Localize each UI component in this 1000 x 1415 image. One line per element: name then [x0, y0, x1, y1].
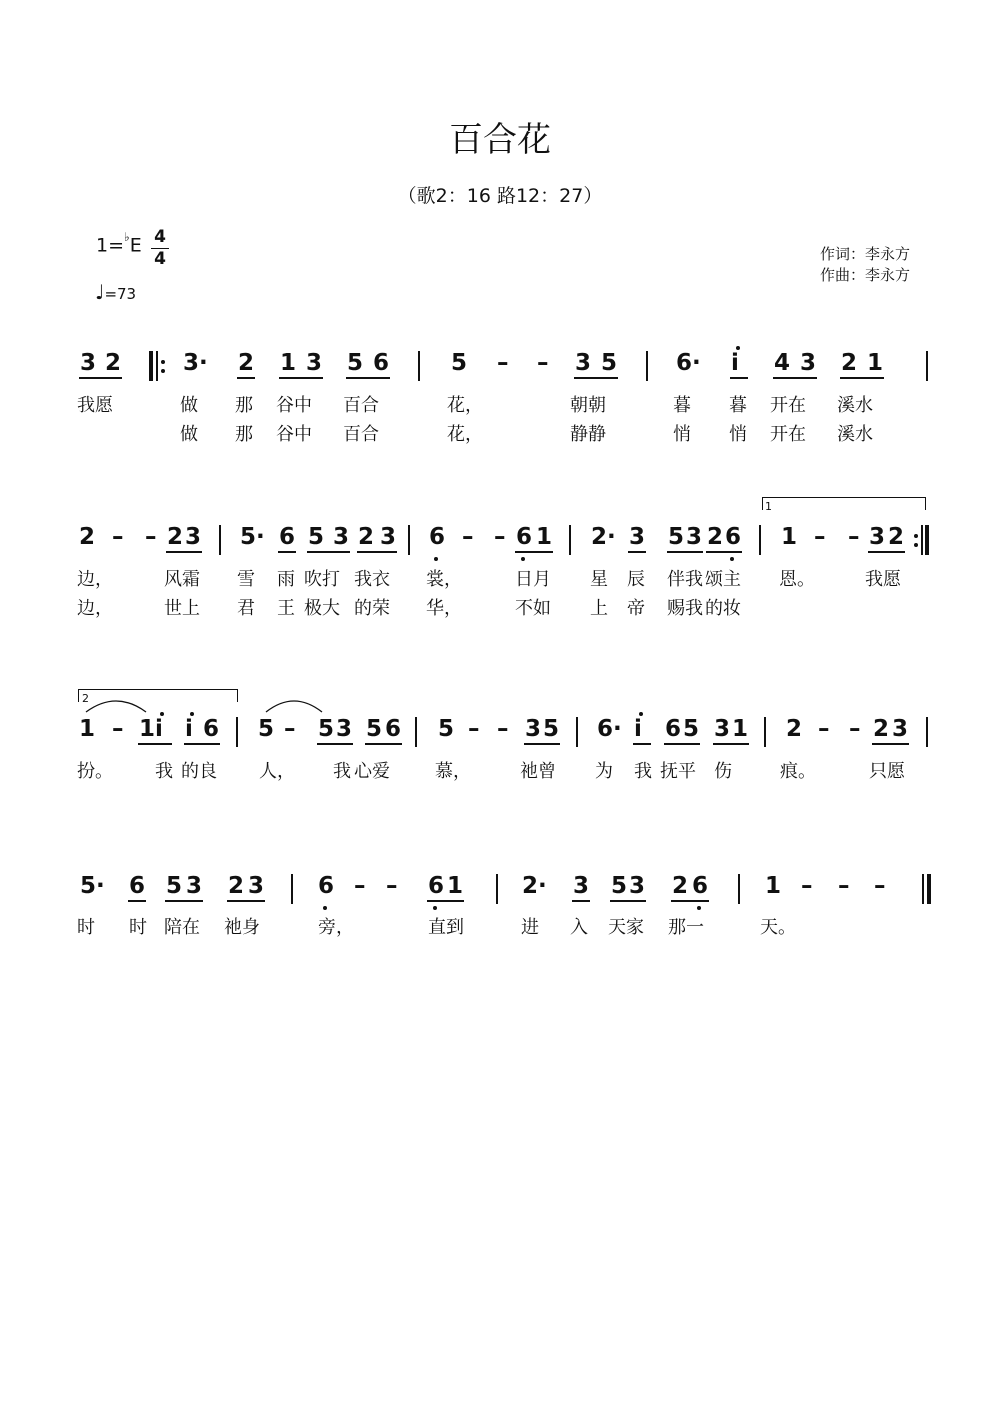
note: 6	[428, 873, 445, 899]
repeat-start-thick	[149, 351, 153, 381]
beam-underline	[279, 377, 323, 379]
note: 5·	[80, 873, 105, 899]
beam-underline	[237, 377, 255, 379]
lyric-verse1: 慕，	[435, 761, 471, 782]
lyric-verse1: 时	[77, 917, 95, 938]
note: –	[112, 524, 124, 550]
octave-dot	[323, 906, 327, 910]
beam-underline	[365, 743, 402, 745]
note: 3	[333, 524, 350, 550]
lyric-verse2: 帝	[627, 598, 645, 619]
note: 5	[166, 873, 183, 899]
beam-underline	[574, 377, 618, 379]
note: 5	[308, 524, 325, 550]
beam-underline	[730, 377, 748, 379]
beam-underline	[278, 551, 296, 553]
lyric-verse1: 我	[634, 761, 652, 782]
lyric-verse1: 裳，	[426, 569, 462, 590]
barline	[415, 717, 417, 747]
note: –	[849, 716, 861, 742]
note: 4	[774, 350, 791, 376]
beam-underline	[184, 743, 220, 745]
time-numerator: 4	[154, 227, 166, 247]
octave-dot	[190, 712, 194, 716]
volta-first-ending	[762, 497, 926, 510]
lyric-verse2: 王	[277, 598, 295, 619]
lyric-verse1: 人，	[259, 761, 295, 782]
lyric-verse1: 祂身	[224, 917, 260, 938]
beam-underline	[427, 900, 464, 902]
lyric-verse2: 悄	[673, 424, 691, 445]
note: 6	[373, 350, 390, 376]
note: 5	[438, 716, 455, 742]
barline	[569, 525, 571, 555]
note: 1	[781, 524, 798, 550]
beam-underline	[868, 551, 905, 553]
note: 5	[668, 524, 685, 550]
octave-dot	[434, 557, 438, 561]
octave-dot	[730, 557, 734, 561]
note: –	[874, 873, 886, 899]
note: 2·	[591, 524, 616, 550]
slur	[266, 701, 322, 712]
repeat-end-thick	[925, 525, 929, 555]
lyric-verse2: 花，	[447, 424, 483, 445]
volta-first-number: 1	[765, 500, 772, 513]
note: 5	[601, 350, 618, 376]
note: 1	[139, 716, 156, 742]
barline	[236, 717, 238, 747]
lyric-verse1: 花，	[447, 395, 483, 416]
barline	[418, 351, 420, 381]
lyric-verse1: 那一	[668, 917, 704, 938]
barline	[408, 525, 410, 555]
note: –	[838, 873, 850, 899]
lyric-verse1: 天。	[760, 917, 796, 938]
note: –	[462, 524, 474, 550]
beam-underline	[138, 743, 172, 745]
lyric-verse2: 悄	[729, 424, 747, 445]
volta-second-number: 2	[82, 692, 89, 705]
flat-sign: ♭	[124, 230, 130, 244]
note: 5	[611, 873, 628, 899]
note: 3	[686, 524, 703, 550]
slur	[86, 701, 146, 712]
lyric-verse1: 我愿	[865, 569, 901, 590]
beam-underline	[872, 743, 909, 745]
note: 3	[248, 873, 265, 899]
final-thick	[927, 874, 931, 904]
lyric-verse1: 星	[590, 569, 608, 590]
credits	[820, 244, 910, 286]
beam-underline	[346, 377, 390, 379]
note: 5	[451, 350, 468, 376]
beam-underline	[773, 377, 817, 379]
barline	[926, 351, 928, 381]
note: 5	[683, 716, 700, 742]
note: 2	[167, 524, 184, 550]
note: –	[801, 873, 813, 899]
note: 5·	[240, 524, 265, 550]
beam-underline	[572, 900, 590, 902]
lyric-verse1: 边，	[77, 569, 113, 590]
note: 1	[536, 524, 553, 550]
beam-underline	[166, 551, 202, 553]
note: 3	[525, 716, 542, 742]
beam-underline	[610, 900, 646, 902]
note: 6	[516, 524, 533, 550]
note: 2	[786, 716, 803, 742]
lyric-verse2: 世上	[164, 598, 200, 619]
octave-dot	[697, 906, 701, 910]
lyric-verse2: 上	[590, 598, 608, 619]
note: –	[497, 350, 509, 376]
repeat-end-thin	[921, 525, 923, 555]
lyric-verse1: 做	[180, 395, 198, 416]
beam-underline	[524, 743, 560, 745]
note: 3	[869, 524, 886, 550]
lyric-verse1: 我愿	[77, 395, 113, 416]
note: 3	[575, 350, 592, 376]
note: i	[634, 716, 642, 742]
lyric-verse2: 溪水	[837, 424, 873, 445]
lyric-verse1: 雨	[277, 569, 295, 590]
beam-underline	[671, 900, 709, 902]
lyric-verse1: 只愿	[869, 761, 905, 782]
lyric-verse2: 边，	[77, 598, 113, 619]
time-signature	[151, 228, 169, 269]
lyric-verse2: 开在	[770, 424, 806, 445]
lyric-verse1: 吹打	[304, 569, 340, 590]
note: 3	[380, 524, 397, 550]
note: i	[185, 716, 193, 742]
note: 2	[79, 524, 96, 550]
beam-underline	[628, 551, 646, 553]
lyricist: 作词：李永方	[820, 245, 911, 263]
lyric-verse1: 谷中	[276, 395, 312, 416]
note: 5	[366, 716, 383, 742]
lyric-verse2: 静静	[570, 424, 606, 445]
lyric-verse1: 我	[333, 761, 351, 782]
lyric-verse2: 百合	[343, 424, 379, 445]
beam-underline	[840, 377, 884, 379]
beam-underline	[128, 900, 146, 902]
beam-underline	[664, 743, 700, 745]
beam-underline	[317, 743, 353, 745]
barline	[496, 874, 498, 904]
octave-dot	[160, 712, 164, 716]
lyric-verse1: 颂主	[705, 569, 741, 590]
time-denominator: 4	[154, 249, 166, 269]
note: 2	[228, 873, 245, 899]
note: –	[112, 716, 124, 742]
note: 6	[429, 524, 446, 550]
note: 3	[306, 350, 323, 376]
repeat-dot	[161, 369, 165, 373]
lyric-verse2: 赐我	[667, 598, 703, 619]
lyric-verse1: 百合	[343, 395, 379, 416]
lyric-verse1: 心爱	[354, 761, 390, 782]
lyric-verse2: 极大	[304, 598, 340, 619]
lyric-verse1: 溪水	[837, 395, 873, 416]
key-prefix: 1=	[96, 234, 125, 257]
repeat-dot	[161, 360, 165, 364]
lyric-verse2: 不如	[515, 598, 551, 619]
barline	[738, 874, 740, 904]
note: 6	[203, 716, 220, 742]
note: –	[818, 716, 830, 742]
note: –	[386, 873, 398, 899]
note: 2	[672, 873, 689, 899]
beam-underline	[227, 900, 265, 902]
lyric-verse1: 暮	[673, 395, 691, 416]
barline	[646, 351, 648, 381]
lyric-verse1: 陪在	[164, 917, 200, 938]
note: –	[494, 524, 506, 550]
note: –	[145, 524, 157, 550]
lyric-verse1: 日月	[515, 569, 551, 590]
note: 5	[543, 716, 560, 742]
note: 1	[765, 873, 782, 899]
lyric-verse1: 开在	[770, 395, 806, 416]
beam-underline	[706, 551, 742, 553]
note: 6·	[597, 716, 622, 742]
note: 1	[280, 350, 297, 376]
lyric-verse1: 风霜	[164, 569, 200, 590]
lyric-verse2: 君	[237, 598, 255, 619]
barline	[576, 717, 578, 747]
key-letter: E	[129, 234, 142, 257]
note: –	[537, 350, 549, 376]
beam-underline	[667, 551, 703, 553]
note: 3	[186, 873, 203, 899]
note: 3	[892, 716, 909, 742]
note: 2	[238, 350, 255, 376]
octave-dot	[521, 557, 525, 561]
lyric-verse2: 那	[235, 424, 253, 445]
quarter-note-icon: ♩	[95, 280, 105, 304]
key-signature	[96, 230, 142, 257]
beam-underline	[307, 551, 350, 553]
volta-second-ending	[78, 689, 238, 702]
note: i	[731, 350, 739, 376]
barline	[926, 717, 928, 747]
final-thin	[922, 874, 924, 904]
lyric-verse1: 痕。	[780, 761, 816, 782]
note: 1	[867, 350, 884, 376]
lyric-verse1: 的良	[181, 761, 217, 782]
beam-underline	[357, 551, 397, 553]
octave-dot	[639, 712, 643, 716]
lyric-verse1: 朝朝	[570, 395, 606, 416]
lyric-verse1: 恩。	[779, 569, 815, 590]
octave-dot	[736, 346, 740, 350]
note: 5	[347, 350, 364, 376]
note: 3	[185, 524, 202, 550]
lyric-verse1: 进	[521, 917, 539, 938]
lyric-verse1: 我衣	[354, 569, 390, 590]
lyric-verse1: 时	[129, 917, 147, 938]
note: 2	[358, 524, 375, 550]
lyric-verse1: 暮	[729, 395, 747, 416]
note: 6	[318, 873, 335, 899]
note: –	[848, 524, 860, 550]
lyric-verse2: 做	[180, 424, 198, 445]
note: –	[284, 716, 296, 742]
lyric-verse1: 天家	[608, 917, 644, 938]
note: –	[354, 873, 366, 899]
note: 3·	[183, 350, 208, 376]
note: 3	[629, 524, 646, 550]
note: 2	[888, 524, 905, 550]
lyric-verse1: 伴我	[667, 569, 703, 590]
beam-underline	[79, 377, 122, 379]
tempo-marking	[95, 280, 136, 304]
note: 6	[665, 716, 682, 742]
scripture-reference: （歌2：16 路12：27）	[397, 185, 603, 207]
note: 3	[80, 350, 97, 376]
lyric-verse1: 那	[235, 395, 253, 416]
beam-underline	[713, 743, 749, 745]
lyric-verse2: 谷中	[276, 424, 312, 445]
note: 2	[873, 716, 890, 742]
note: 6·	[676, 350, 701, 376]
note: 2	[707, 524, 724, 550]
note: i	[155, 716, 163, 742]
note: 2	[841, 350, 858, 376]
lyric-verse1: 我	[155, 761, 173, 782]
repeat-dot	[914, 534, 918, 538]
barline	[764, 717, 766, 747]
note: 6	[725, 524, 742, 550]
note: 1	[79, 716, 96, 742]
octave-dot	[433, 906, 437, 910]
barline	[759, 525, 761, 555]
note: 5	[258, 716, 275, 742]
note: 3	[573, 873, 590, 899]
repeat-start-thin	[156, 351, 158, 381]
lyric-verse2: 的荣	[354, 598, 390, 619]
barline	[219, 525, 221, 555]
song-title: 百合花	[449, 120, 551, 160]
note: 6	[279, 524, 296, 550]
note: 3	[336, 716, 353, 742]
lyric-verse1: 祂曾	[520, 761, 556, 782]
note: 1	[732, 716, 749, 742]
beam-underline	[633, 743, 651, 745]
note: 6	[692, 873, 709, 899]
lyric-verse1: 雪	[237, 569, 255, 590]
lyric-verse1: 辰	[627, 569, 645, 590]
lyric-verse1: 扮。	[77, 761, 113, 782]
note: 2·	[522, 873, 547, 899]
lyric-verse1: 抚平	[660, 761, 696, 782]
note: 3	[629, 873, 646, 899]
note: –	[497, 716, 509, 742]
beam-underline	[515, 551, 553, 553]
beam-underline	[165, 900, 203, 902]
note: 1	[447, 873, 464, 899]
composer: 作曲：李永方	[820, 266, 911, 284]
tempo-value: =73	[104, 285, 137, 303]
note: –	[814, 524, 826, 550]
lyric-verse1: 入	[570, 917, 588, 938]
note: –	[468, 716, 480, 742]
note: 2	[105, 350, 122, 376]
note: 3	[800, 350, 817, 376]
barline	[291, 874, 293, 904]
lyric-verse2: 的妆	[705, 598, 741, 619]
lyric-verse1: 为	[595, 761, 613, 782]
lyric-verse2: 华，	[426, 598, 462, 619]
note: 6	[385, 716, 402, 742]
lyric-verse1: 直到	[428, 917, 464, 938]
note: 3	[714, 716, 731, 742]
lyric-verse1: 伤	[714, 761, 732, 782]
note: 6	[129, 873, 146, 899]
lyric-verse1: 旁，	[318, 917, 354, 938]
note: 5	[318, 716, 335, 742]
repeat-dot	[914, 543, 918, 547]
